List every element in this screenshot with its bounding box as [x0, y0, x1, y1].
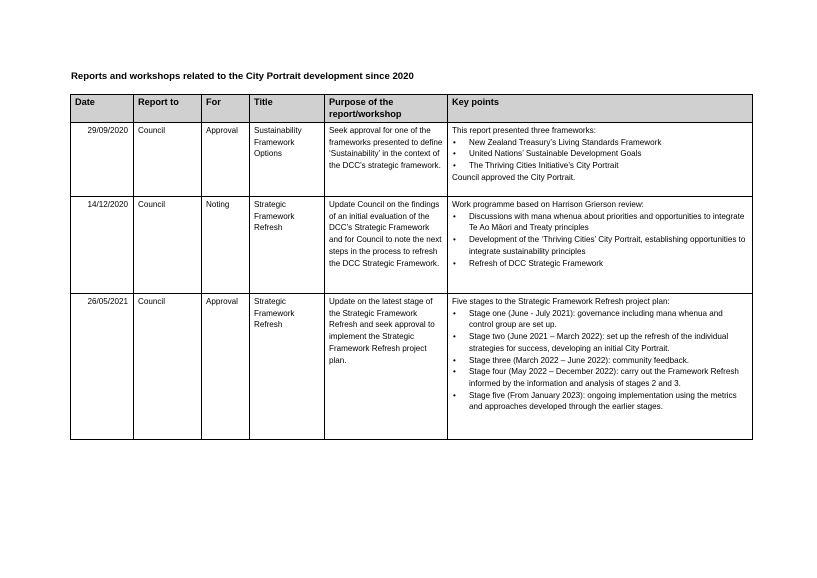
- key-point-item: • New Zealand Treasury’s Living Standards Framework: [452, 137, 748, 149]
- column-header-date: Date: [71, 95, 134, 123]
- report-to-cell: Council: [134, 197, 202, 294]
- key-points-intro: Five stages to the Strategic Framework Refresh project plan:: [452, 297, 670, 306]
- key-points-intro: Work programme based on Harrison Grierson review:: [452, 200, 644, 209]
- purpose-cell: Seek approval for one of the frameworks presented to define ‘Sustainability’ in the context of the DCC’s strategic framework.: [325, 123, 448, 197]
- key-point-item: • Stage two (June 2021 – March 2022): set up the refresh of the individual strategies for success, developing an initial City Portrait.: [452, 331, 748, 354]
- key-point-item: • Discussions with mana whenua about priorities and opportunities to integrate Te Ao Māori and Treaty principles: [452, 211, 748, 234]
- for-cell: Approval: [202, 294, 250, 440]
- for-cell: Noting: [202, 197, 250, 294]
- key-points-cell: [448, 123, 753, 197]
- key-points-cell: [448, 197, 753, 294]
- key-point-item: • Stage three (March 2022 – June 2022): community feedback.: [452, 355, 748, 367]
- report-to-cell: Council: [134, 123, 202, 197]
- key-point-item: • Development of the ‘Thriving Cities’ City Portrait, establishing opportunities to integrate sustainability principles: [452, 234, 748, 257]
- key-point-item: • Stage one (June - July 2021): governance including mana whenua and control group are set up.: [452, 308, 748, 331]
- column-header-key-points: Key points: [448, 95, 753, 123]
- title-cell: Strategic Framework Refresh: [250, 197, 325, 294]
- key-point-item: • Refresh of DCC Strategic Framework: [452, 258, 748, 270]
- for-cell: Approval: [202, 123, 250, 197]
- column-header-purpose: Purpose of the report/workshop: [325, 95, 448, 123]
- date-cell: 26/05/2021: [71, 294, 134, 440]
- key-point-item: • Stage four (May 2022 – December 2022): carry out the Framework Refresh informed by the information and analysis of stages 2 and 3.: [452, 366, 748, 389]
- reports-table: [70, 94, 753, 440]
- report-to-cell: Council: [134, 294, 202, 440]
- table-row: [71, 123, 753, 197]
- purpose-cell: Update on the latest stage of the Strategic Framework Refresh and seek approval to implement the Strategic Framework Refresh project plan.: [325, 294, 448, 440]
- purpose-cell: Update Council on the findings of an initial evaluation of the DCC’s Strategic Framework and for Council to note the next steps in the process to refresh the DCC Strategic Framework.: [325, 197, 448, 294]
- key-points-cell: [448, 294, 753, 440]
- key-points-intro: This report presented three frameworks:: [452, 126, 596, 135]
- key-points-list: [452, 137, 748, 172]
- date-cell: 29/09/2020: [71, 123, 134, 197]
- title-cell: Strategic Framework Refresh: [250, 294, 325, 440]
- column-header-for: For: [202, 95, 250, 123]
- key-points-outro: Council approved the City Portrait.: [452, 172, 576, 182]
- table-header-row: [71, 95, 753, 123]
- key-points-list: [452, 211, 748, 270]
- title-cell: Sustainability Framework Options: [250, 123, 325, 197]
- column-header-title: Title: [250, 95, 325, 123]
- date-cell: 14/12/2020: [71, 197, 134, 294]
- column-header-report-to: Report to: [134, 95, 202, 123]
- key-point-item: • United Nations’ Sustainable Development Goals: [452, 148, 748, 160]
- table-row: [71, 294, 753, 440]
- table-row: [71, 197, 753, 294]
- key-point-item: • Stage five (From January 2023): ongoing implementation using the metrics and approaches developed through the earlier stages.: [452, 390, 748, 413]
- key-points-list: [452, 308, 748, 413]
- key-point-item: • The Thriving Cities Initiative’s City Portrait: [452, 160, 748, 172]
- document-heading: Reports and workshops related to the City Portrait development since 2020: [71, 71, 414, 82]
